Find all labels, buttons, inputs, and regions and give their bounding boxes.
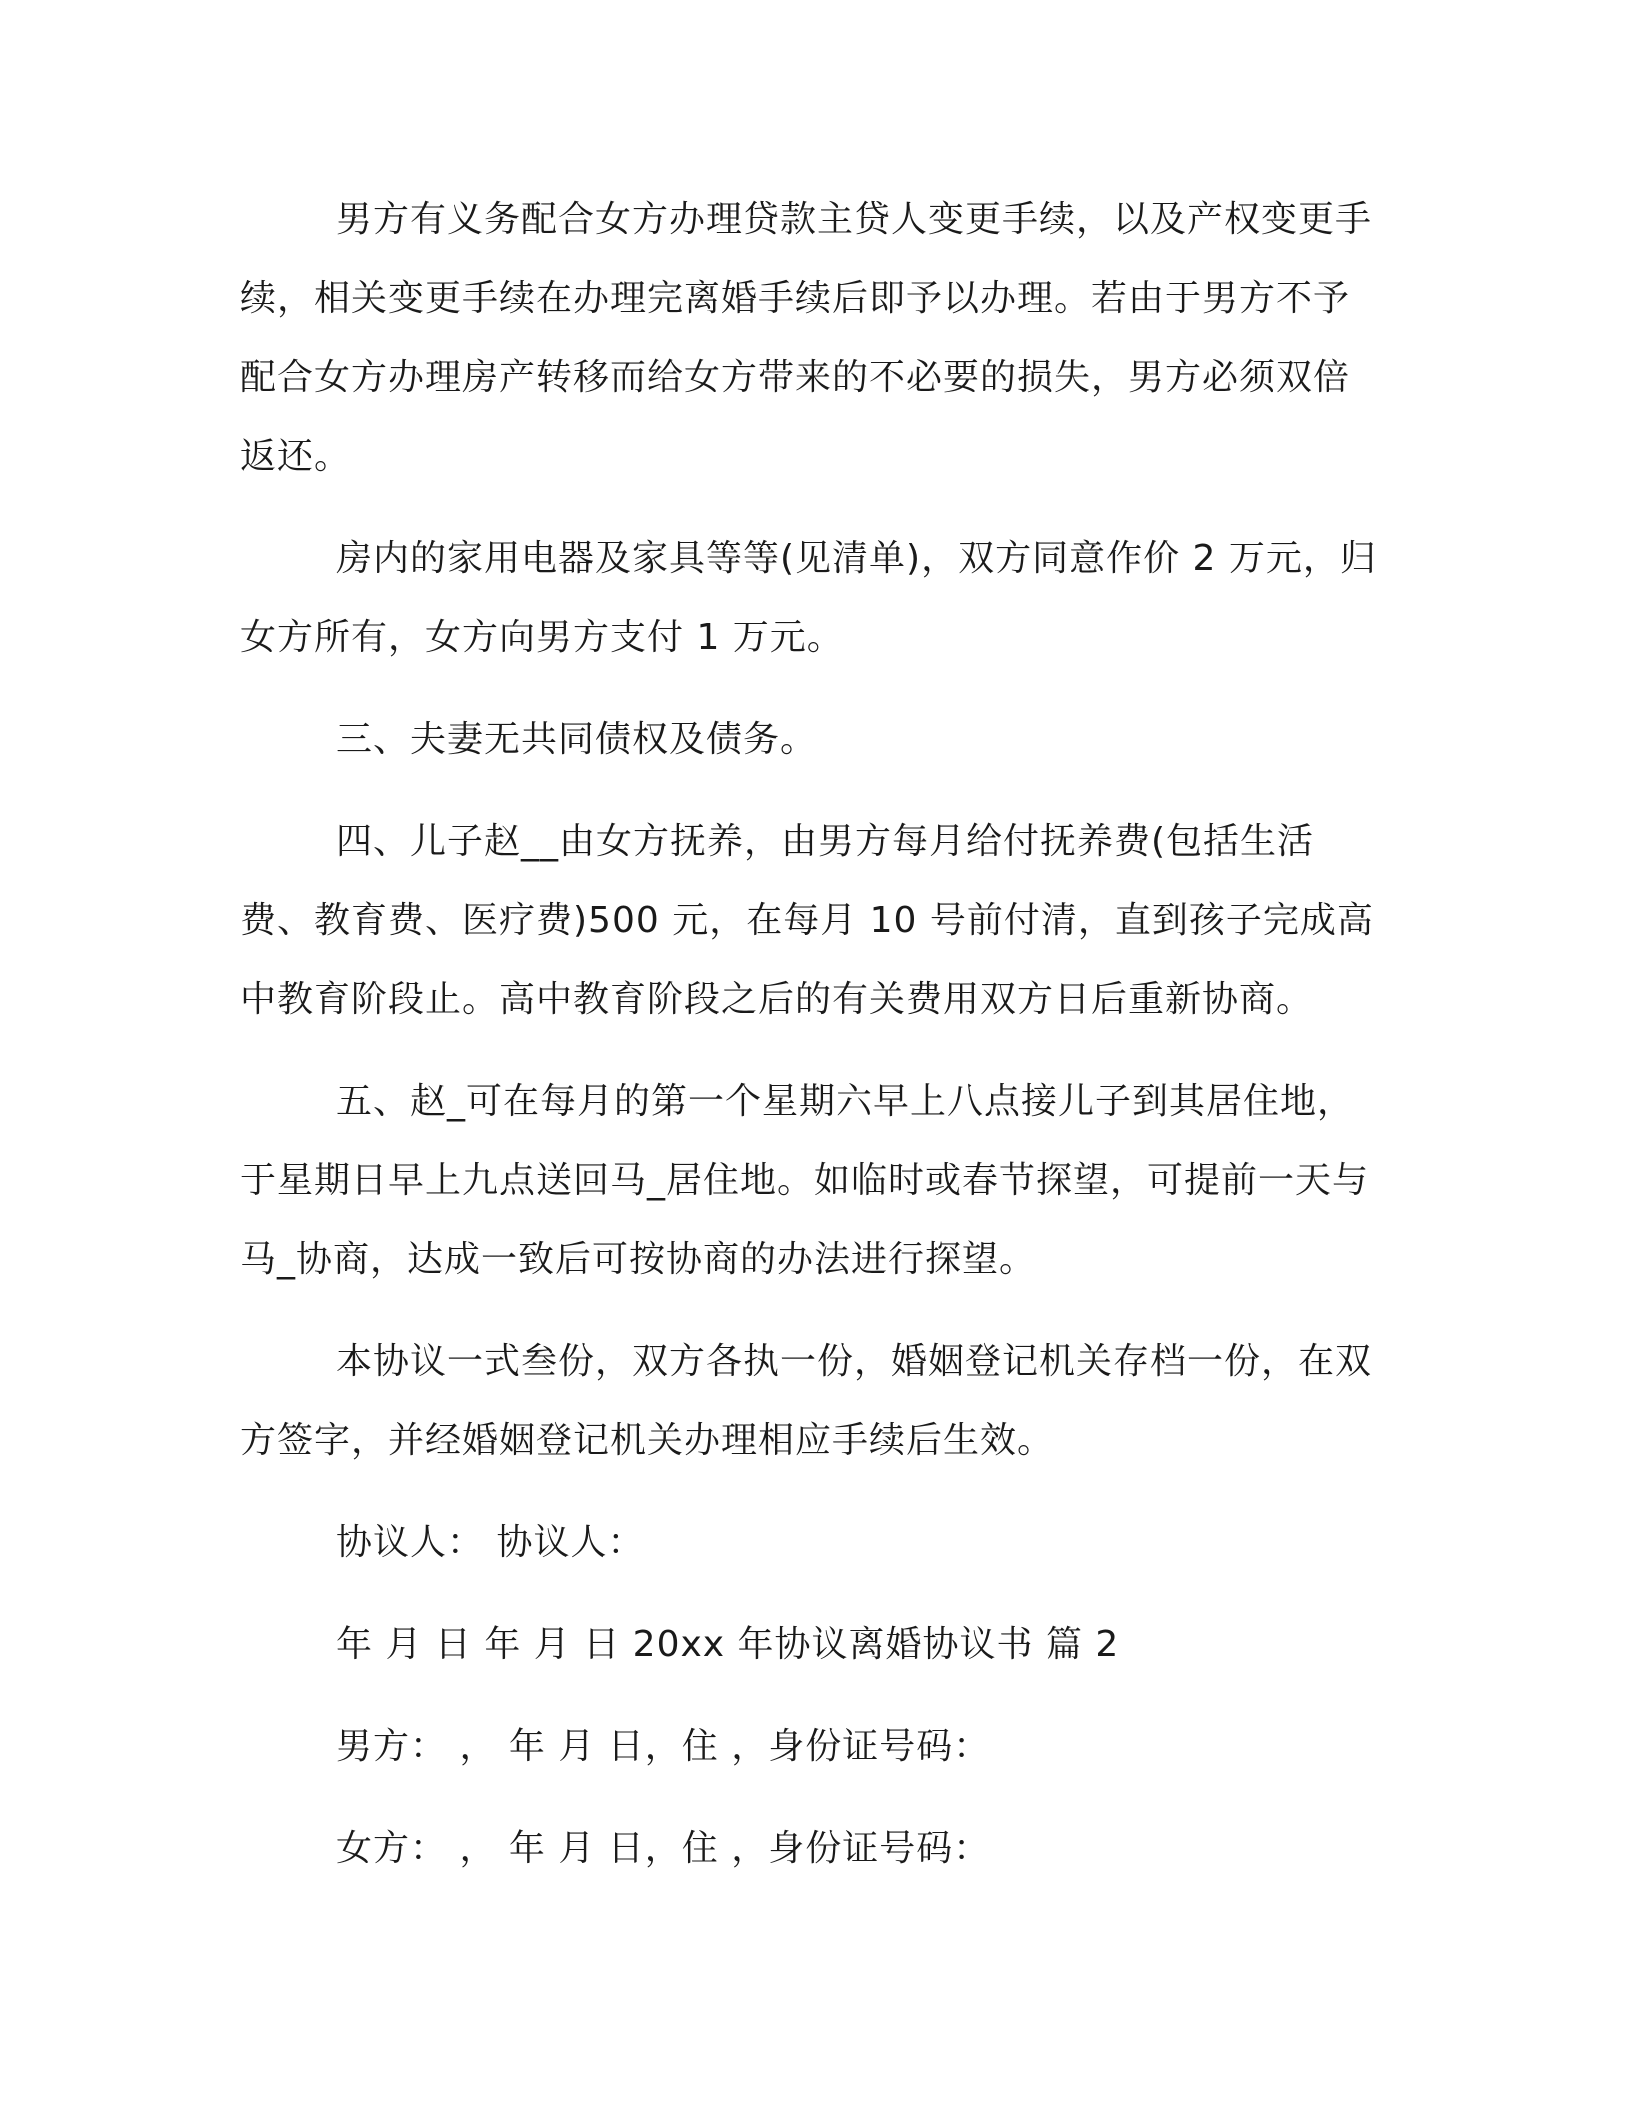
paragraph-wife-info: 女方： ， 年 月 日，住 ，身份证号码： — [336, 1828, 991, 1869]
paragraph-copies: 本协议一式叁份，双方各执一份，婚姻登记机关存档一份，在双方签字，并经婚姻登记机关办理相应手续后生效。 — [240, 1341, 1373, 1461]
paragraph-debts: 三、夫妻无共同债权及债务。 — [336, 719, 818, 760]
paragraph-dates-heading: 年 月 日 年 月 日 20xx 年协议离婚协议书 篇 2 — [336, 1624, 1120, 1665]
paragraph-husband-info: 男方： ， 年 月 日，住 ，身份证号码： — [336, 1726, 991, 1767]
paragraph-appliances: 房内的家用电器及家具等等(见清单)，双方同意作价 2 万元，归女方所有，女方向男方支付 1 万元。 — [240, 538, 1377, 658]
paragraph-child-support: 四、儿子赵__由女方抚养，由男方每月给付抚养费(包括生活费、教育费、医疗费)500 元，在每月 10 号前付清，直到孩子完成高中教育阶段止。高中教育阶段之后的有关费用双方日后重新协商。 — [240, 821, 1374, 1020]
paragraph-loan-transfer: 男方有义务配合女方办理贷款主贷人变更手续，以及产权变更手续，相关变更手续在办理完离婚手续后即予以办理。若由于男方不予配合女方办理房产转移而给女方带来的不必要的损失，男方必须双倍返还。 — [240, 199, 1373, 477]
document-body — [240, 180, 1380, 1911]
paragraph-signatories: 协议人： 协议人： — [336, 1522, 645, 1563]
paragraph-visitation: 五、赵_可在每月的第一个星期六早上八点接儿子到其居住地，于星期日早上九点送回马_居住地。如临时或春节探望，可提前一天与马_协商，达成一致后可按协商的办法进行探望。 — [240, 1081, 1370, 1280]
